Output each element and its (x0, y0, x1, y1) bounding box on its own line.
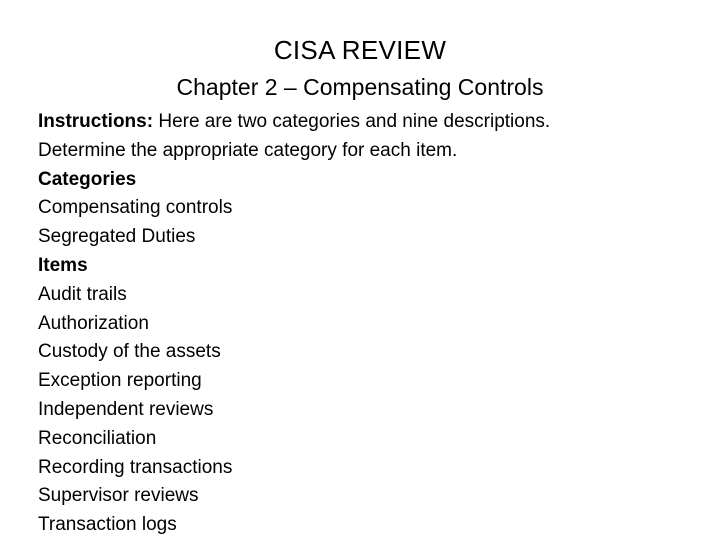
slide-title: CISA REVIEW (273, 35, 447, 65)
categories-heading: Categories (38, 168, 137, 190)
instructions-label: Instructions: (38, 111, 154, 132)
list-item: Custody of the assets (38, 341, 221, 363)
list-item: Authorization (38, 312, 149, 334)
slide-body (38, 108, 698, 540)
list-item: Recording transactions (38, 456, 233, 478)
list-item: Supervisor reviews (38, 485, 199, 507)
instructions-text: Here are two categories and nine descriptions. (153, 111, 551, 132)
list-item: Exception reporting (38, 370, 202, 392)
category-item: Segregated Duties (38, 226, 196, 248)
slide-subtitle: Chapter 2 – Compensating Controls (176, 74, 544, 100)
category-item: Compensating controls (38, 197, 233, 219)
items-heading: Items (38, 254, 88, 276)
instructions-line (38, 108, 698, 137)
instructions-line-2: Determine the appropriate category for each item. (38, 139, 458, 161)
list-item: Audit trails (38, 283, 127, 305)
list-item: Independent reviews (38, 398, 214, 420)
list-item: Reconciliation (38, 427, 157, 449)
list-item: Transaction logs (38, 514, 177, 536)
